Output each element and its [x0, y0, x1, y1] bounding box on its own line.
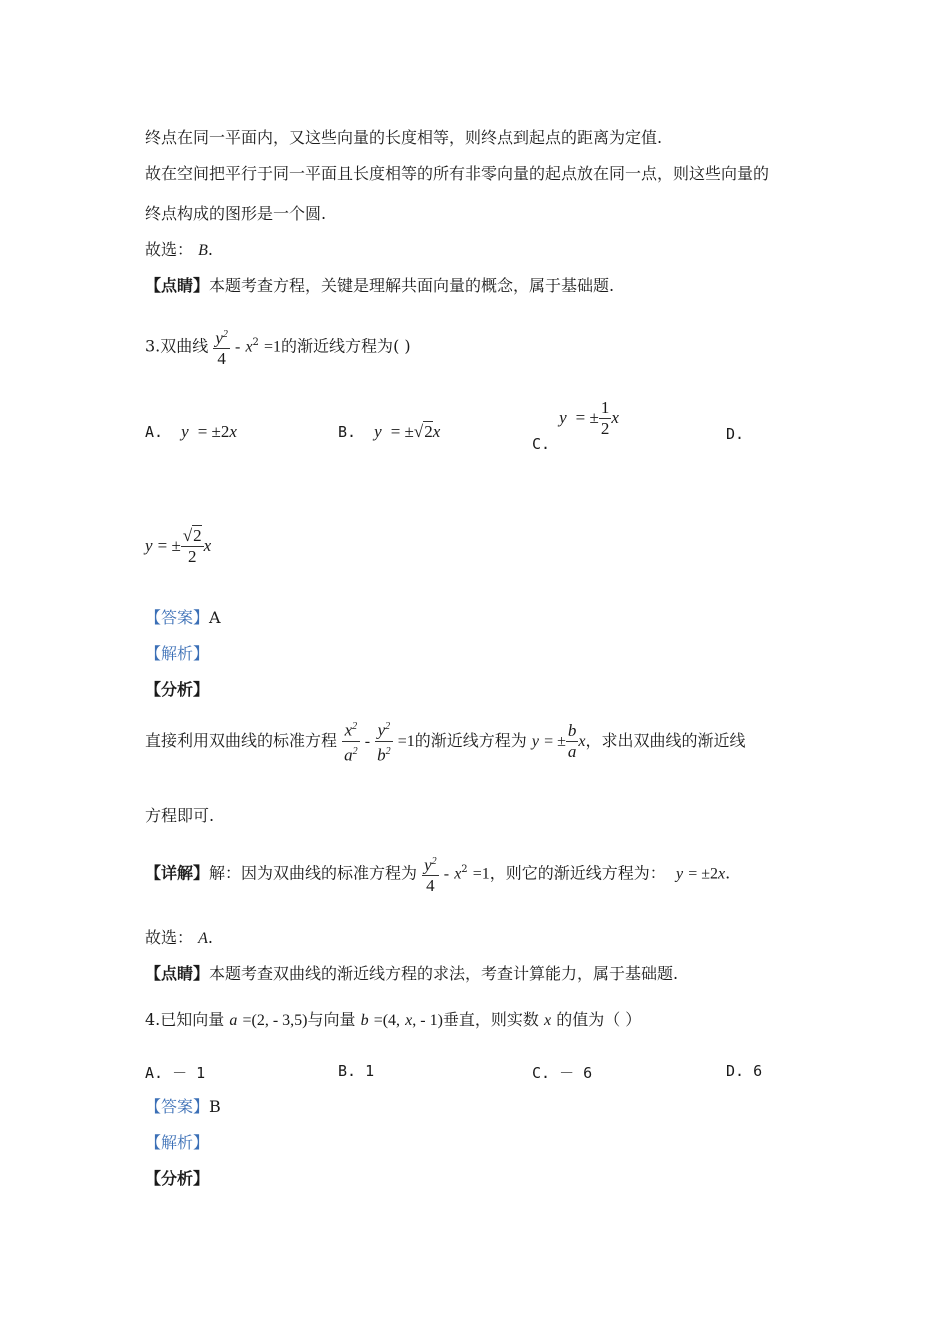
text-line: 故在空间把平行于同一平面且长度相等的所有非零向量的起点放在同一点，则这些向量的	[145, 164, 770, 183]
option-c: C. － 6	[532, 1064, 593, 1082]
text-line: 终点在同一平面内，又这些向量的长度相等，则终点到起点的距离为定值.	[145, 128, 663, 147]
option-b: B. y = ±√2x	[338, 422, 441, 441]
question-3-stem: 3.双曲线 $\frac{y^2}{4}$ - $x^2 =1$的渐近线方程为( )	[145, 320, 411, 370]
answer-line: 【答案】A	[145, 608, 221, 627]
analysis-tag: 【解析】	[145, 1133, 210, 1152]
choice-line: 故选： B.	[145, 240, 213, 259]
option-d-formula: y = ± $\frac{√2}{2}$ x	[145, 526, 212, 566]
analysis-line: 直接利用双曲线的标准方程 $\frac{x^2}{a^2}$ - $\frac{y^2}{b^2}$ =1的渐近线方程为 y = ± $\frac{b}{a}$ x，求出双曲线的渐近线	[145, 716, 746, 767]
option-d: D.	[726, 425, 745, 443]
comment-line: 【点睛】本题考查双曲线的渐近线方程的求法，考查计算能力，属于基础题.	[145, 964, 679, 983]
question-4-stem: 4.已知向量 a =(2, - 3,5)与向量 b =(4, x, - 1)垂直，则实数 x 的值为（ ）	[145, 1010, 642, 1029]
option-a: A. y = ±2x	[145, 422, 237, 441]
option-d: D. 6	[726, 1062, 763, 1080]
option-c: C. y = ± $\frac{1}{2}$ x	[532, 398, 619, 453]
fenxi-tag: 【分析】	[145, 1169, 210, 1188]
option-a: A. － 1	[145, 1064, 206, 1082]
detail-line: 【详解】解：因为双曲线的标准方程为 $\frac{y^2}{4}$ - $x^2 =1$，则它的渐近线方程为： y = ±2x.	[145, 846, 730, 898]
analysis-tag: 【解析】	[145, 644, 210, 663]
comment-line: 【点睛】本题考查方程，关键是理解共面向量的概念，属于基础题.	[145, 276, 615, 295]
text-line: 终点构成的图形是一个圆.	[145, 204, 327, 223]
option-b: B. 1	[338, 1062, 375, 1080]
fenxi-tag: 【分析】	[145, 680, 210, 699]
choice-line: 故选： A.	[145, 928, 213, 947]
analysis-line-2: 方程即可.	[145, 806, 215, 825]
answer-line: 【答案】B	[145, 1097, 221, 1116]
